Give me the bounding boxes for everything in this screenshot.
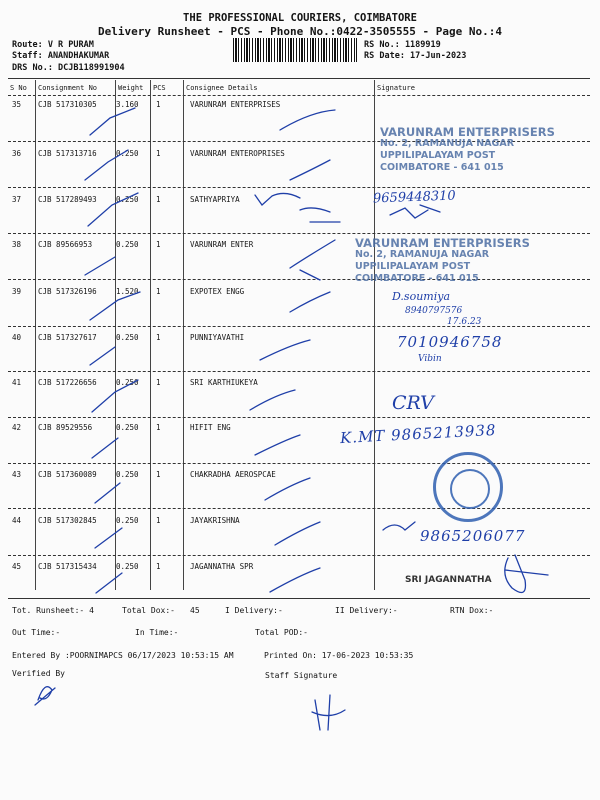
stamp-name: VARUNRAM ENTERPRISERS xyxy=(380,125,555,139)
row-sno: 38 xyxy=(12,240,22,249)
col-header-weight: Weight xyxy=(118,84,144,92)
row-sno: 45 xyxy=(12,562,22,571)
stamp-line: COIMBATORE - 641 015 xyxy=(380,162,504,173)
stamp-line: UPPILIPALAYAM POST xyxy=(380,150,496,161)
stamp-line: UPPILIPALAYAM POST xyxy=(355,261,471,272)
row-weight: 0.250 xyxy=(116,562,139,571)
row-consignment: CJB 517327617 xyxy=(38,333,97,342)
row-sno: 39 xyxy=(12,287,22,296)
row-consignment: CJB 517315434 xyxy=(38,562,97,571)
row-consignee: PUNNIYAVATHI xyxy=(190,333,245,342)
row-weight: 0.250 xyxy=(116,240,139,249)
row-sno: 42 xyxy=(12,423,22,432)
row-consignee: VARUNRAM ENTER xyxy=(190,240,254,249)
row-consignment: CJB 517310305 xyxy=(38,100,97,109)
row-consignee: CHAKRADHA AEROSPCAE xyxy=(190,470,276,479)
runsheet-subtitle: Delivery Runsheet - PCS - Phone No.:0422-3505555 - Page No.:4 xyxy=(98,25,502,38)
row-pcs: 1 xyxy=(156,195,161,204)
row-consignment: CJB 517302845 xyxy=(38,516,97,525)
handwritten-phone: 9865206077 xyxy=(420,527,526,545)
handwritten-name: Vibin xyxy=(418,354,442,364)
row-consignee: EXPOTEX ENGG xyxy=(190,287,245,296)
row-consignee: VARUNRAM ENTERPRISES xyxy=(190,100,281,109)
handwritten-date: 17.6.23 xyxy=(447,317,482,327)
row-pcs: 1 xyxy=(156,149,161,158)
entered-by: Entered By :POORNIMAPCS 06/17/2023 10:53:15 AM xyxy=(12,651,234,660)
row-pcs: 1 xyxy=(156,470,161,479)
row-weight: 0.250 xyxy=(116,149,139,158)
row-pcs: 1 xyxy=(156,100,161,109)
row-weight: 0.250 xyxy=(116,378,139,387)
row-weight: 0.250 xyxy=(116,516,139,525)
handwritten-phone: 9659448310 xyxy=(372,188,456,207)
row-consignment: CJB 517226656 xyxy=(38,378,97,387)
route: Route: V R PURAM xyxy=(12,40,94,50)
staff-signature: Staff Signature xyxy=(265,671,338,680)
row-pcs: 1 xyxy=(156,287,161,296)
handwritten-signature: CRV xyxy=(392,392,434,414)
row-pcs: 1 xyxy=(156,423,161,432)
row-weight: 1.520 xyxy=(116,287,139,296)
row-consignment: CJB 89566953 xyxy=(38,240,93,249)
handwritten-phone: 7010946758 xyxy=(397,333,503,351)
stamp-line: COIMBATORE - 641 015 xyxy=(355,273,479,284)
col-header-pcs: PCS xyxy=(153,84,166,92)
handwritten-name: D.soumiya xyxy=(392,290,450,303)
handwritten-phone: 8940797576 xyxy=(405,306,463,316)
drs-number: DRS No.: DCJB118991904 xyxy=(12,63,125,73)
row-consignee: SATHYAPRIYA xyxy=(190,195,240,204)
row-sno: 37 xyxy=(12,195,22,204)
row-weight: 0.250 xyxy=(116,470,139,479)
printed-on: Printed On: 17-06-2023 10:53:35 xyxy=(264,651,414,660)
row-consignment: CJB 517360089 xyxy=(38,470,97,479)
total-dox-value: 45 xyxy=(190,606,200,615)
in-time: In Time:- xyxy=(135,628,179,637)
row-weight: 0.250 xyxy=(116,333,139,342)
row-pcs: 1 xyxy=(156,516,161,525)
row-pcs: 1 xyxy=(156,240,161,249)
row-sno: 43 xyxy=(12,470,22,479)
stamp-line: No. 2, RAMANUJA NAGAR xyxy=(355,249,490,260)
row-pcs: 1 xyxy=(156,562,161,571)
row-consignee: JAYAKRISHNA xyxy=(190,516,240,525)
total-dox-label: Total Dox:- xyxy=(122,606,175,615)
rtn-dox: RTN Dox:- xyxy=(450,606,494,615)
row-sno: 41 xyxy=(12,378,22,387)
row-consignment: CJB 517313716 xyxy=(38,149,97,158)
row-weight: 0.250 xyxy=(116,195,139,204)
stamp-name: VARUNRAM ENTERPRISERS xyxy=(355,236,530,250)
company-title: THE PROFESSIONAL COURIERS, COIMBATORE xyxy=(183,12,417,24)
row-consignee: SRI KARTHIUKEYA xyxy=(190,378,258,387)
row-consignee: HIFIT ENG xyxy=(190,423,231,432)
row-weight: 3.160 xyxy=(116,100,139,109)
ii-delivery: II Delivery:- xyxy=(335,606,398,615)
col-header-sno: S No xyxy=(10,84,27,92)
row-weight: 0.250 xyxy=(116,423,139,432)
row-consignee: JAGANNATHA SPR xyxy=(190,562,254,571)
row-consignment: CJB 89529556 xyxy=(38,423,93,432)
handwritten-phone: K.MT 9865213938 xyxy=(339,420,497,448)
row-consignment: CJB 517289493 xyxy=(38,195,97,204)
row-consignment: CJB 517326196 xyxy=(38,287,97,296)
col-header-signature: Signature xyxy=(377,84,415,92)
row-sno: 44 xyxy=(12,516,22,525)
row-pcs: 1 xyxy=(156,333,161,342)
i-delivery: I Delivery:- xyxy=(225,606,283,615)
rs-date: RS Date: 17-Jun-2023 xyxy=(364,51,467,61)
row-consignee: VARUNRAM ENTEROPRISES xyxy=(190,149,285,158)
row-pcs: 1 xyxy=(156,378,161,387)
row-sno: 35 xyxy=(12,100,22,109)
verified-by: Verified By xyxy=(12,669,65,678)
tot-runsheet: Tot. Runsheet:- 4 xyxy=(12,606,94,615)
col-header-consignee: Consignee Details xyxy=(186,84,258,92)
row-sno: 40 xyxy=(12,333,22,342)
row-sno: 36 xyxy=(12,149,22,158)
col-header-consignment: Consignment No xyxy=(38,84,98,92)
jagannatha-stamp: SRI JAGANNATHA xyxy=(405,575,492,585)
staff: Staff: ANANDHAKUMAR xyxy=(12,51,110,61)
out-time: Out Time:- xyxy=(12,628,61,637)
total-pod: Total POD:- xyxy=(255,628,308,637)
rs-number: RS No.: 1189919 xyxy=(364,40,441,50)
stamp-line: No. 2, RAMANUJA NAGAR xyxy=(380,138,515,149)
